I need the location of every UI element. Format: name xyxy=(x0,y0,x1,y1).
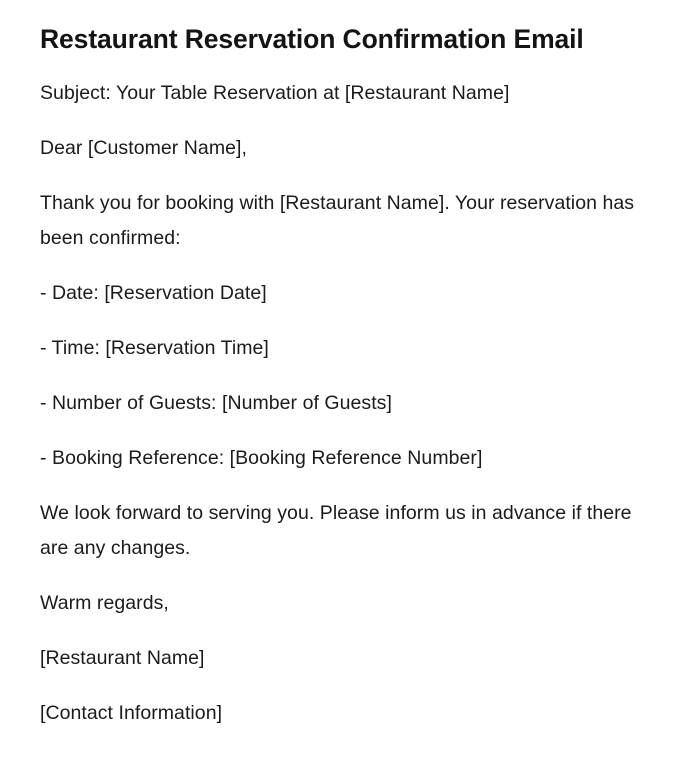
signature-restaurant-name: [Restaurant Name] xyxy=(40,647,205,669)
detail-time: - Time: [Reservation Time] xyxy=(40,337,269,359)
intro-paragraph: Thank you for booking with [Restaurant Name]. Your reservation has been confirmed: xyxy=(40,192,635,249)
sign-off: Warm regards, xyxy=(40,592,169,614)
subject-line: Subject: Your Table Reservation at [Restaurant Name] xyxy=(40,82,510,104)
signature-contact-information: [Contact Information] xyxy=(40,702,223,724)
closing-paragraph: We look forward to serving you. Please inform us in advance if there are any changes. xyxy=(40,502,632,559)
page-title: Restaurant Reservation Confirmation Email xyxy=(40,24,584,54)
salutation: Dear [Customer Name], xyxy=(40,137,247,159)
detail-booking-reference: - Booking Reference: [Booking Reference Number] xyxy=(40,447,483,469)
detail-date: - Date: [Reservation Date] xyxy=(40,282,267,304)
detail-guests: - Number of Guests: [Number of Guests] xyxy=(40,392,392,414)
email-body xyxy=(40,76,640,731)
